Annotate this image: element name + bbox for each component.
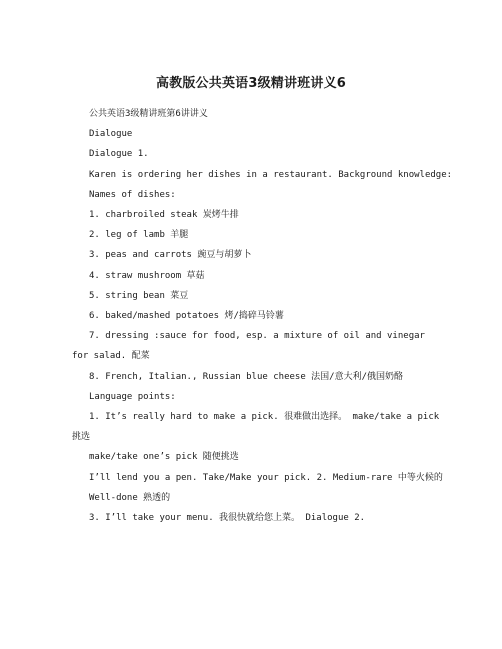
- dish-item: 6. baked/mashed potatoes 烤/捣碎马铃薯: [89, 311, 284, 322]
- dishes-heading: Names of dishes:: [89, 189, 176, 200]
- dish-item: 8. French, Italian., Russian blue cheese 法国/意大利/俄国奶酪: [89, 371, 403, 382]
- dish-item: 7. dressing :sauce for food, esp. a mixture of oil and vinegar for salad. 配菜: [72, 331, 425, 362]
- subtitle-line: 公共英语3级精讲班第6讲讲义: [89, 109, 208, 119]
- dish-item: 5. string bean 菜豆: [89, 290, 189, 301]
- document-title: 高教版公共英语3级精讲班讲义6: [155, 76, 347, 91]
- language-point: Well-done 熟透的: [89, 492, 171, 503]
- document-body: [72, 104, 453, 528]
- language-point: 1. It’s really hard to make a pick. 很难做出选择。 make/take a pick 挑选: [72, 412, 440, 443]
- language-points-heading: Language points:: [89, 391, 176, 402]
- dish-item: 1. charbroiled steak 炭烤牛排: [89, 210, 239, 221]
- paragraph-line: Karen is ordering her dishes in a restaurant. Background knowledge:: [89, 169, 453, 180]
- dialogue-heading: Dialogue 1.: [89, 149, 149, 160]
- dish-item: 3. peas and carrots 豌豆与胡萝卜: [89, 250, 252, 261]
- section-heading: Dialogue: [89, 129, 133, 140]
- language-point: I’ll lend you a pen. Take/Make your pick. 2. Medium-rare 中等火候的: [89, 472, 443, 483]
- dish-item: 4. straw mushroom 草菇: [89, 270, 205, 281]
- dish-item: 2. leg of lamb 羊腿: [89, 230, 189, 241]
- language-point: make/take one’s pick 随便挑选: [89, 452, 239, 463]
- language-point: 3. I’ll take your menu. 我很快就给您上菜。 Dialogue 2.: [89, 513, 366, 524]
